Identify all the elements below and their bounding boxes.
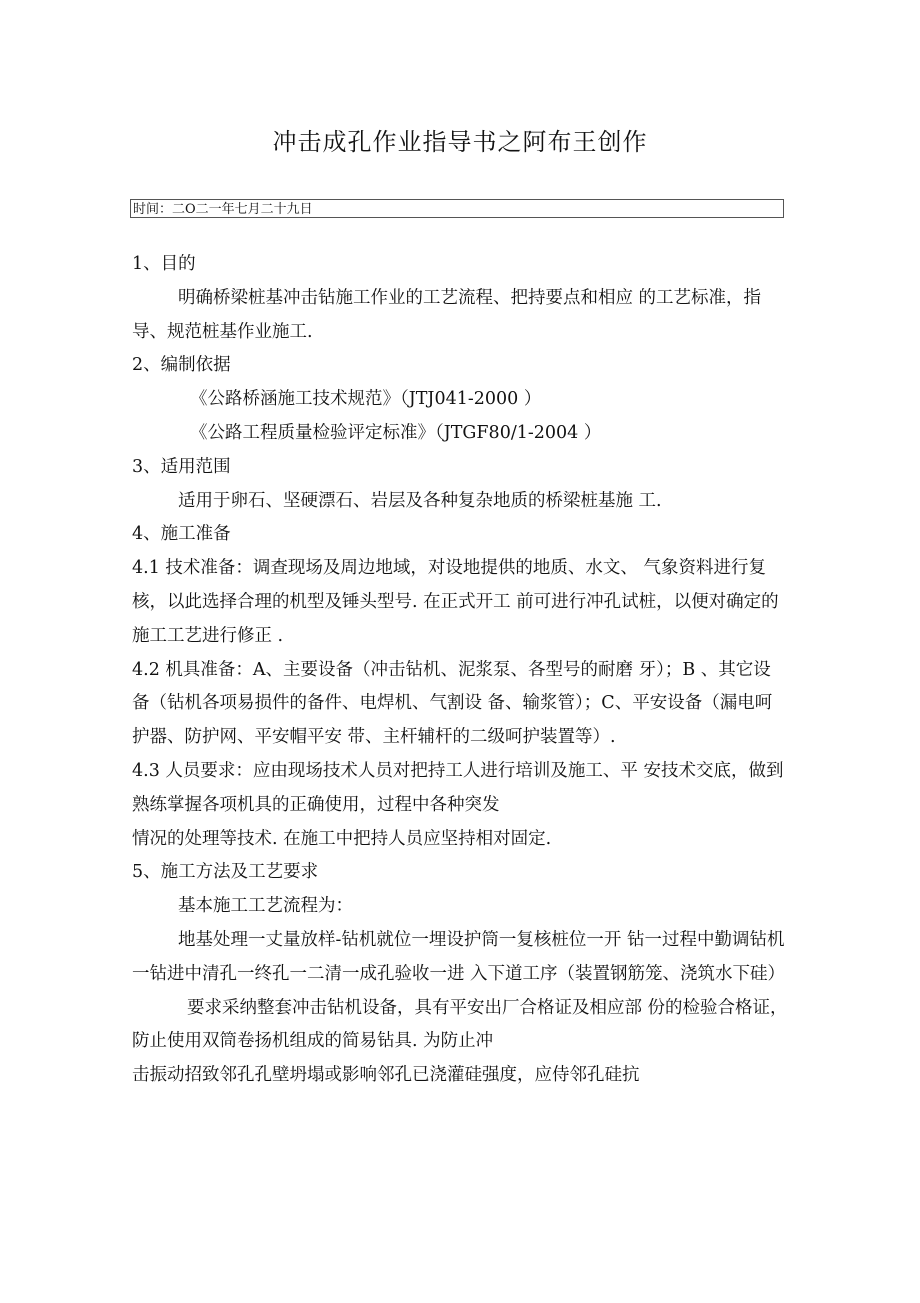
section-4-heading: 4、施工准备 [132, 524, 231, 545]
section-4-2: 4.2 机具准备：A、主要设备（冲击钻机、泥浆泵、各型号的耐磨 牙）；B 、其它设备（钻机各项易损件的备件、电焊机、气割设 备、输浆管）；C、平安设备（漏电呵护器、防护网、平安帽平安 带、主杆辅杆的二级呵护装置等）. [132, 659, 773, 748]
section-2-reference-1: 《公路桥涵施工技术规范》（JTJ041-2000 ） [190, 389, 542, 410]
section-2-reference-2: 《公路工程质量检验评定标准》（JTGF80/1-2004 ） [190, 422, 602, 443]
section-2-heading: 2、编制依据 [132, 355, 231, 376]
section-5-requirement-part-1: 要求采纳整套冲击钻机设备，具有平安出厂合格证及相应部 份的检验合格证，防止使用双筒卷扬机组成的简易钻具. 为防止冲 [132, 997, 788, 1052]
section-5-intro: 基本施工工艺流程为： [178, 896, 353, 917]
document-title: 冲击成孔作业指导书之阿布王创作 [272, 128, 648, 156]
section-4-3-part-1: 4.3 人员要求：应由现场技术人员对把持工人进行培训及施工、平 安技术交底，做到熟练掌握各项机具的正确使用，过程中各种突发 [132, 760, 784, 815]
section-5-heading: 5、施工方法及工艺要求 [132, 862, 319, 883]
section-3-heading: 3、适用范围 [132, 456, 231, 477]
section-5-flow: 地基处理一丈量放样-钻机就位一埋设护筒一复核桩位一开 钻一过程中勤调钻机一钻进中清孔一终孔一二清一成孔验收一进 入下道工序（装置钢筋笼、浇筑水下硅） [132, 929, 786, 984]
document-body [132, 248, 788, 1093]
section-3-body: 适用于卵石、坚硬漂石、岩层及各种复杂地质的桥梁桩基施 工. [178, 490, 662, 511]
date-line: 时间：二O二一年七月二十九日 [130, 199, 784, 218]
section-5-requirement-part-2: 击振动招致邻孔孔壁坍塌或影响邻孔已浇灌硅强度，应侍邻孔硅抗 [132, 1065, 640, 1086]
section-1-body: 明确桥梁桩基冲击钻施工作业的工艺流程、把持要点和相应 的工艺标准，指导、规范桩基作业施工. [132, 287, 762, 342]
section-1-heading: 1、目的 [132, 254, 196, 274]
section-4-1: 4.1 技术准备：调查现场及周边地域，对设地提供的地质、水文、 气象资料进行复核，以此选择合理的机型及锤头型号. 在正式开工 前可进行冲孔试桩，以便对确定的施工工艺进行修正 . [132, 558, 779, 646]
section-4-3-part-2: 情况的处理等技术. 在施工中把持人员应坚持相对固定. [132, 828, 552, 849]
